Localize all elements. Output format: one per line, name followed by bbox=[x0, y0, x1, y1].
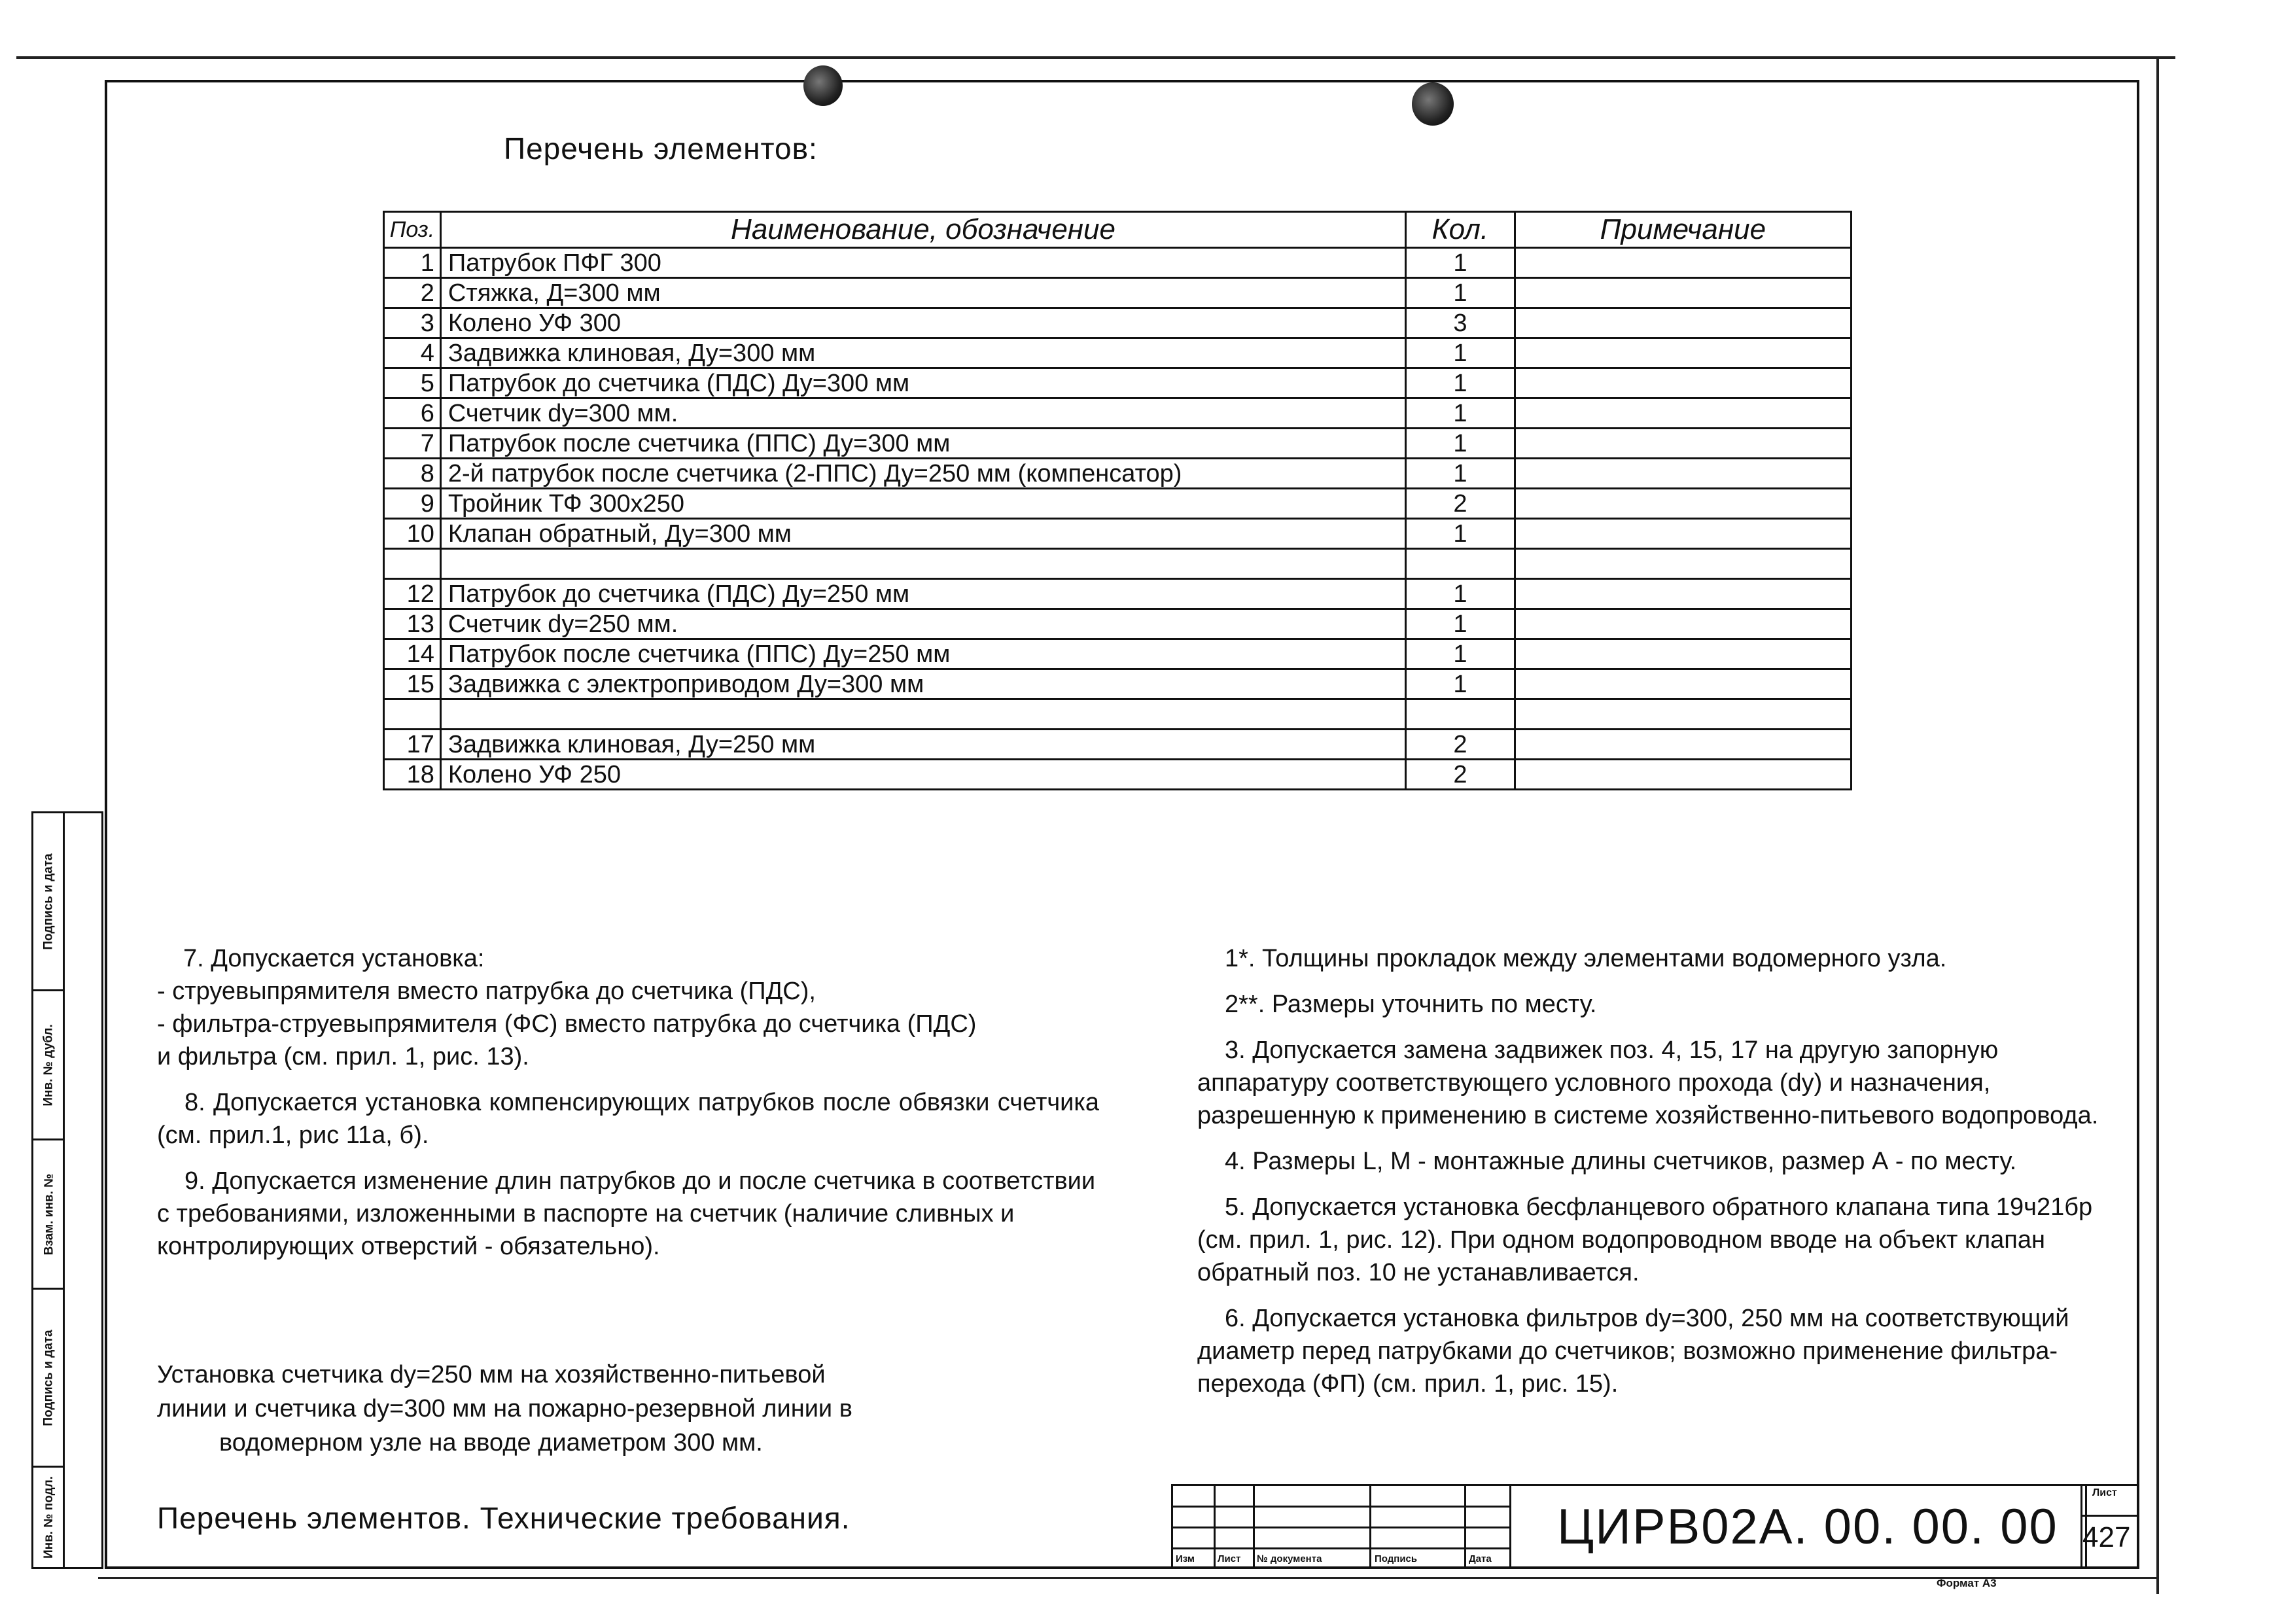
cell-name: Счетчик dy=300 мм. bbox=[440, 398, 1405, 429]
cell-note bbox=[1515, 639, 1851, 669]
cell-pos: 1 bbox=[384, 248, 441, 278]
table-row bbox=[384, 489, 1852, 519]
note-9: 9. Допускается изменение длин патрубков до и после счетчика в соответствии с требованиями, изложенными в паспорте на счетчик (наличие сливных и контролирующих отверстий - обязательно). bbox=[157, 1167, 1096, 1260]
cell-name: Патрубок до счетчика (ПДС) Ду=300 мм bbox=[440, 368, 1405, 398]
cell-qty: 2 bbox=[1406, 489, 1515, 519]
cell-pos: 17 bbox=[384, 730, 441, 760]
header-pos: Поз. bbox=[384, 212, 441, 248]
side-cell-3: Взам. инв. № bbox=[33, 1140, 65, 1290]
label-document: № документа bbox=[1257, 1553, 1322, 1564]
cell-name bbox=[440, 699, 1405, 730]
note-7b: - фильтра-струевыпрямителя (ФС) вместо патрубка до счетчика (ПДС) bbox=[157, 1010, 977, 1038]
note-6: 6. Допускается установка фильтров dy=300, 250 мм на соответствующий диаметр перед патрубками до счетчиков; возможно применение фильтра-перехода (ФП) (см. прил. 1, рис. 15). bbox=[1197, 1305, 2069, 1398]
note-7c: и фильтра (см. прил. 1, рис. 13). bbox=[157, 1043, 529, 1070]
cell-note bbox=[1515, 579, 1851, 609]
cell-note bbox=[1515, 669, 1851, 699]
cell-qty: 1 bbox=[1406, 519, 1515, 549]
cell-pos: 3 bbox=[384, 308, 441, 338]
top-border-line bbox=[16, 56, 2175, 59]
cell-note bbox=[1515, 730, 1851, 760]
page-title: Перечень элементов: bbox=[504, 132, 818, 166]
cell-note bbox=[1515, 398, 1851, 429]
cell-name: Задвижка клиновая, Ду=300 мм bbox=[440, 338, 1405, 368]
cell-pos: 13 bbox=[384, 609, 441, 639]
cell-name: Колено УФ 300 bbox=[440, 308, 1405, 338]
cell-name: Патрубок ПФГ 300 bbox=[440, 248, 1405, 278]
cell-pos: 10 bbox=[384, 519, 441, 549]
table-row bbox=[384, 579, 1852, 609]
cell-note bbox=[1515, 429, 1851, 459]
table-header-row bbox=[384, 212, 1852, 248]
table-row bbox=[384, 609, 1852, 639]
cell-pos: 4 bbox=[384, 338, 441, 368]
drawing-caption bbox=[157, 1358, 1073, 1460]
binder-hole-left bbox=[803, 65, 843, 106]
cell-name: Патрубок после счетчика (ППС) Ду=300 мм bbox=[440, 429, 1405, 459]
cell-name: 2-й патрубок после счетчика (2-ППС) Ду=250 мм (компенсатор) bbox=[440, 459, 1405, 489]
note-7a: - струевыпрямителя вместо патрубка до счетчика (ПДС), bbox=[157, 978, 816, 1005]
cell-qty: 1 bbox=[1406, 639, 1515, 669]
cell-pos: 8 bbox=[384, 459, 441, 489]
sheet-title: Перечень элементов. Технические требования. bbox=[157, 1501, 851, 1535]
cell-qty: 2 bbox=[1406, 730, 1515, 760]
cell-name: Колено УФ 250 bbox=[440, 760, 1405, 790]
cell-qty: 1 bbox=[1406, 459, 1515, 489]
header-note: Примечание bbox=[1515, 212, 1851, 248]
cell-pos bbox=[384, 699, 441, 730]
caption-line-3: водомерном узле на вводе диаметром 300 мм. bbox=[219, 1429, 763, 1456]
side-cell-5: Инв. № подл. bbox=[42, 1475, 56, 1559]
label-izm: Изм bbox=[1176, 1553, 1195, 1564]
cell-pos: 6 bbox=[384, 398, 441, 429]
cell-qty: 1 bbox=[1406, 368, 1515, 398]
table-row bbox=[384, 669, 1852, 699]
elements-table bbox=[383, 211, 1852, 790]
table-row bbox=[384, 699, 1852, 730]
cell-qty: 1 bbox=[1406, 669, 1515, 699]
table-row bbox=[384, 338, 1852, 368]
table-row bbox=[384, 248, 1852, 278]
cell-note bbox=[1515, 489, 1851, 519]
header-name: Наименование, обозначение bbox=[440, 212, 1405, 248]
cell-name bbox=[440, 549, 1405, 579]
note-3: 3. Допускается замена задвижек поз. 4, 15, 17 на другую запорную аппаратуру соответствующего условного прохода (dy) и назначения, разрешенную к применению в системе хозяйственно-питьевого водопровода. bbox=[1197, 1036, 2099, 1129]
cell-pos: 9 bbox=[384, 489, 441, 519]
cell-name: Задвижка клиновая, Ду=250 мм bbox=[440, 730, 1405, 760]
table-row bbox=[384, 639, 1852, 669]
cell-qty: 1 bbox=[1406, 338, 1515, 368]
label-date: Дата bbox=[1469, 1553, 1492, 1564]
table-row bbox=[384, 730, 1852, 760]
format-label: Формат А3 bbox=[1937, 1577, 1997, 1589]
side-stamp-labels bbox=[33, 813, 65, 1567]
side-stamp bbox=[31, 811, 103, 1569]
cell-note bbox=[1515, 338, 1851, 368]
cell-note bbox=[1515, 368, 1851, 398]
outer-bottom-line bbox=[98, 1577, 2159, 1579]
cell-name: Патрубок после счетчика (ППС) Ду=250 мм bbox=[440, 639, 1405, 669]
cell-note bbox=[1515, 699, 1851, 730]
cell-name: Патрубок до счетчика (ПДС) Ду=250 мм bbox=[440, 579, 1405, 609]
cell-name: Счетчик dy=250 мм. bbox=[440, 609, 1405, 639]
cell-note bbox=[1515, 549, 1851, 579]
cell-pos bbox=[384, 549, 441, 579]
cell-pos: 18 bbox=[384, 760, 441, 790]
side-cell-4: Подпись и дата bbox=[33, 1290, 65, 1468]
table-row bbox=[384, 278, 1852, 308]
table-row bbox=[384, 429, 1852, 459]
note-8: 8. Допускается установка компенсирующих патрубков после обвязки счетчика (см. прил.1, рис 11а, б). bbox=[157, 1089, 1099, 1149]
revision-block bbox=[1171, 1484, 1511, 1569]
cell-note bbox=[1515, 308, 1851, 338]
table-row bbox=[384, 519, 1852, 549]
table-row bbox=[384, 549, 1852, 579]
note-4: 4. Размеры L, M - монтажные длины счетчиков, размер А - по месту. bbox=[1225, 1148, 2017, 1175]
document-code: ЦИРВ02А. 00. 00. 00 bbox=[1557, 1499, 2058, 1555]
side-cell-1: Подпись и дата bbox=[33, 813, 65, 991]
cell-pos: 14 bbox=[384, 639, 441, 669]
table-row bbox=[384, 459, 1852, 489]
elements-table-body bbox=[384, 248, 1852, 790]
sheet-label: Лист bbox=[2092, 1487, 2117, 1498]
cell-note bbox=[1515, 760, 1851, 790]
header-qty: Кол. bbox=[1406, 212, 1515, 248]
cell-pos: 12 bbox=[384, 579, 441, 609]
cell-note bbox=[1515, 278, 1851, 308]
cell-note bbox=[1515, 609, 1851, 639]
cell-qty bbox=[1406, 549, 1515, 579]
right-notes bbox=[1197, 942, 2113, 1413]
side-cell-2: Инв. № дубл. bbox=[33, 991, 65, 1140]
cell-qty: 1 bbox=[1406, 609, 1515, 639]
cell-qty: 1 bbox=[1406, 278, 1515, 308]
cell-note bbox=[1515, 519, 1851, 549]
note-7: 7. Допускается установка: bbox=[183, 945, 485, 972]
cell-name: Стяжка, Д=300 мм bbox=[440, 278, 1405, 308]
label-list: Лист bbox=[1218, 1553, 1241, 1564]
cell-pos: 5 bbox=[384, 368, 441, 398]
note-2: 2**. Размеры уточнить по месту. bbox=[1225, 991, 1597, 1018]
cell-name: Клапан обратный, Ду=300 мм bbox=[440, 519, 1405, 549]
label-signature: Подпись bbox=[1375, 1553, 1418, 1564]
caption-line-2: линии и счетчика dy=300 мм на пожарно-резервной линии в bbox=[157, 1395, 852, 1422]
cell-qty: 3 bbox=[1406, 308, 1515, 338]
cell-qty bbox=[1406, 699, 1515, 730]
sheet-number: 427 bbox=[2082, 1521, 2131, 1553]
cell-pos: 2 bbox=[384, 278, 441, 308]
cell-qty: 1 bbox=[1406, 398, 1515, 429]
cell-qty: 1 bbox=[1406, 429, 1515, 459]
cell-name: Тройник ТФ 300x250 bbox=[440, 489, 1405, 519]
table-row bbox=[384, 760, 1852, 790]
left-notes bbox=[157, 942, 1099, 1276]
cell-qty: 1 bbox=[1406, 248, 1515, 278]
cell-qty: 2 bbox=[1406, 760, 1515, 790]
cell-note bbox=[1515, 248, 1851, 278]
binder-hole-right bbox=[1412, 82, 1454, 126]
cell-pos: 7 bbox=[384, 429, 441, 459]
outer-right-line bbox=[2156, 56, 2159, 1594]
note-1: 1*. Толщины прокладок между элементами водомерного узла. bbox=[1225, 945, 1947, 972]
table-row bbox=[384, 398, 1852, 429]
cell-qty: 1 bbox=[1406, 579, 1515, 609]
note-5: 5. Допускается установка бесфланцевого обратного клапана типа 19ч21бр (см. прил. 1, рис. 12). При одном водопроводном вводе на объект клапан обратный поз. 10 не устанавливается. bbox=[1197, 1193, 2093, 1286]
caption-line-1: Установка счетчика dy=250 мм на хозяйственно-питьевой bbox=[157, 1361, 826, 1388]
cell-name: Задвижка с электроприводом Ду=300 мм bbox=[440, 669, 1405, 699]
cell-note bbox=[1515, 459, 1851, 489]
table-row bbox=[384, 308, 1852, 338]
cell-pos: 15 bbox=[384, 669, 441, 699]
table-row bbox=[384, 368, 1852, 398]
